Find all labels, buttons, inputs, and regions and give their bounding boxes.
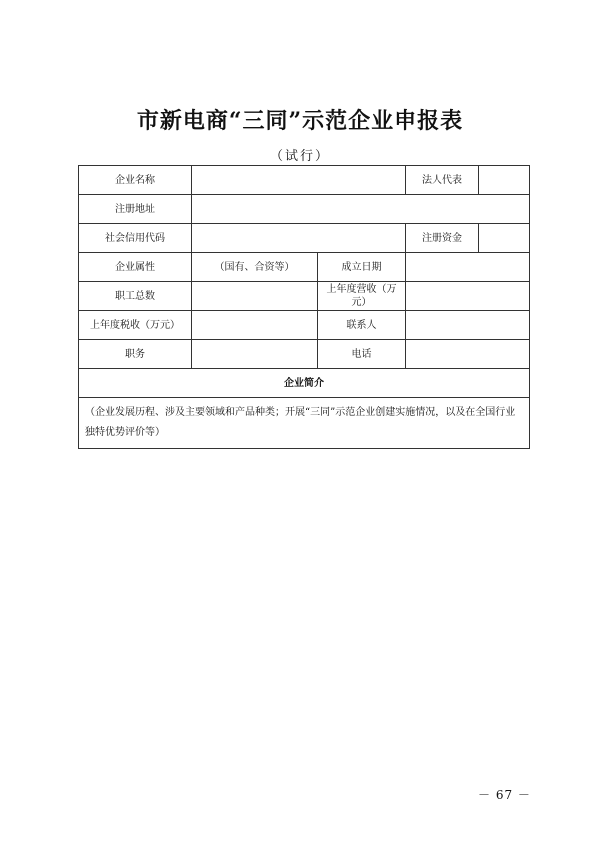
credit-code-field[interactable] (192, 224, 406, 253)
application-form-table (78, 165, 530, 449)
intro-text-area[interactable]: （企业发展历程、涉及主要领域和产品种类；开展“三同”示范企业创建实施情况，以及在全国行业独特优势评价等） (79, 398, 530, 449)
last-year-tax-label: 上年度税收（万元） (79, 311, 192, 340)
row-staff-count (79, 282, 530, 311)
company-type-field[interactable]: （国有、合资等） (192, 253, 318, 282)
page-number: － 67 － (478, 788, 531, 802)
reg-capital-label: 注册资金 (406, 224, 479, 253)
row-company-type (79, 253, 530, 282)
row-intro-header (79, 369, 530, 398)
legal-rep-label: 法人代表 (406, 166, 479, 195)
row-credit-code (79, 224, 530, 253)
last-year-revenue-field[interactable] (406, 282, 530, 311)
reg-capital-field[interactable] (479, 224, 530, 253)
row-intro-body (79, 398, 530, 449)
founding-date-label: 成立日期 (318, 253, 406, 282)
reg-address-label: 注册地址 (79, 195, 192, 224)
contact-label: 联系人 (318, 311, 406, 340)
company-type-label: 企业属性 (79, 253, 192, 282)
legal-rep-field[interactable] (479, 166, 530, 195)
last-year-revenue-label: 上年度营收（万元） (318, 282, 406, 311)
staff-count-label: 职工总数 (79, 282, 192, 311)
row-reg-address (79, 195, 530, 224)
founding-date-field[interactable] (406, 253, 530, 282)
row-position (79, 340, 530, 369)
reg-address-field[interactable] (192, 195, 530, 224)
company-name-field[interactable] (192, 166, 406, 195)
row-company-name (79, 166, 530, 195)
last-year-tax-field[interactable] (192, 311, 318, 340)
position-label: 职务 (79, 340, 192, 369)
row-last-year-tax (79, 311, 530, 340)
credit-code-label: 社会信用代码 (79, 224, 192, 253)
position-field[interactable] (192, 340, 318, 369)
staff-count-field[interactable] (192, 282, 318, 311)
intro-section-header: 企业简介 (79, 369, 530, 398)
document-subtitle: （试行） (269, 149, 330, 164)
company-name-label: 企业名称 (79, 166, 192, 195)
phone-label: 电话 (318, 340, 406, 369)
document-title: 市新电商“三同”示范企业申报表 (136, 108, 464, 134)
phone-field[interactable] (406, 340, 530, 369)
contact-field[interactable] (406, 311, 530, 340)
